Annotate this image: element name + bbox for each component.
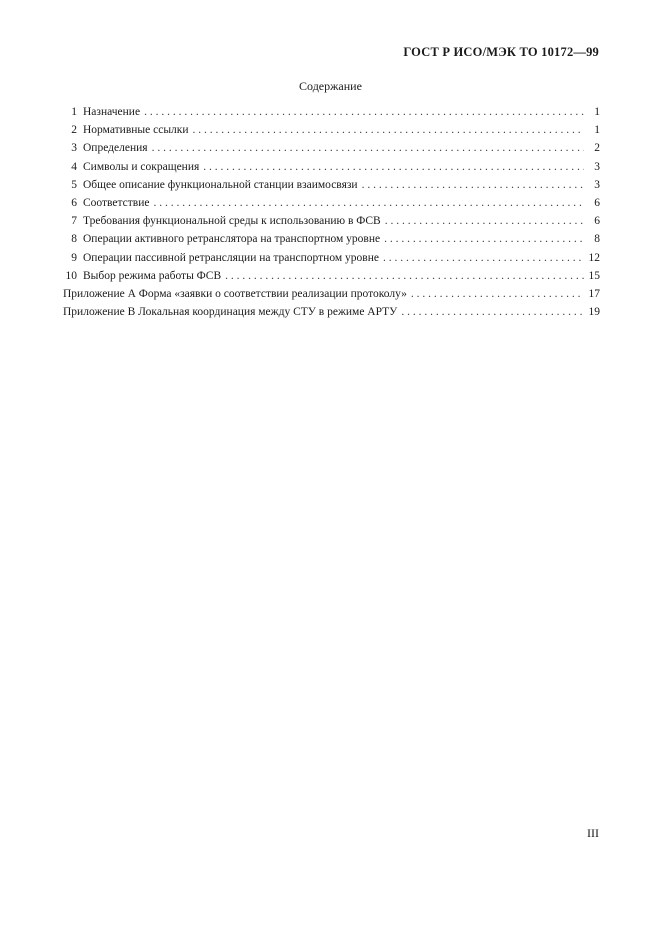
toc-leader — [152, 139, 584, 157]
toc-entry-label: Нормативные ссылки — [83, 124, 189, 137]
toc-entry-label: Приложение А Форма «заявки о соответствии реализации протоколу» — [63, 287, 407, 300]
toc-entry[interactable] — [63, 212, 600, 230]
toc-entry-number: 6 — [71, 196, 77, 209]
toc-entry-page: 6 — [594, 196, 600, 209]
toc-entry-number: 9 — [71, 251, 77, 264]
toc-leader — [225, 267, 584, 285]
toc-leader — [411, 285, 584, 303]
toc-entry[interactable] — [63, 194, 600, 212]
toc-entry[interactable] — [63, 249, 600, 267]
toc-entry-number: 5 — [71, 178, 77, 191]
toc-entry-page: 8 — [594, 233, 600, 246]
toc-entry[interactable] — [63, 230, 600, 248]
page-number: III — [587, 826, 599, 840]
toc-leader — [383, 249, 584, 267]
toc-entry-page: 1 — [594, 106, 600, 118]
toc-entry-number: 2 — [71, 124, 77, 137]
toc-leader — [385, 212, 584, 230]
toc-entry-number: 3 — [71, 142, 77, 155]
toc-entry-appendix[interactable] — [63, 303, 600, 321]
toc-entry-label: Соответствие — [83, 196, 150, 209]
toc-entry-label: Назначение — [83, 106, 141, 118]
toc-entry-page: 1 — [594, 124, 600, 137]
toc-entry-label: Требования функциональной среды к использованию в ФСВ — [83, 215, 381, 228]
toc-entry[interactable] — [63, 121, 600, 139]
toc-entry-label: Операции пассивной ретрансляции на транспортном уровне — [83, 251, 379, 264]
toc-leader — [362, 176, 584, 194]
toc-entry[interactable] — [63, 176, 600, 194]
toc-entry-label: Определения — [83, 142, 148, 155]
document-code: ГОСТ Р ИСО/МЭК ТО 10172—99 — [403, 45, 599, 59]
toc-entry-number: 8 — [71, 233, 77, 246]
toc-leader — [384, 230, 584, 248]
toc-entry-number: 7 — [71, 215, 77, 228]
toc-entry-appendix[interactable] — [63, 285, 600, 303]
toc-entry-number: 1 — [71, 106, 77, 118]
toc-entry-number: 10 — [65, 269, 77, 282]
toc-leader — [203, 158, 584, 176]
toc-entry-page: 3 — [594, 178, 600, 191]
toc-entry[interactable] — [63, 139, 600, 157]
toc-entry-page: 6 — [594, 215, 600, 228]
toc-entry-page: 17 — [588, 287, 600, 300]
toc-entry-label: Приложение В Локальная координация между СТУ в режиме АРТУ — [63, 306, 398, 319]
toc-entry-page: 15 — [588, 269, 600, 282]
toc-entry-label: Операции активного ретранслятора на транспортном уровне — [83, 233, 381, 246]
toc-entry-label: Выбор режима работы ФСВ — [83, 269, 222, 282]
toc-entry[interactable] — [63, 103, 600, 121]
toc-entry-label: Общее описание функциональной станции взаимосвязи — [83, 178, 358, 191]
toc-leader — [401, 303, 584, 321]
toc-leader — [193, 121, 584, 139]
toc-entry-page: 2 — [594, 142, 600, 155]
toc-leader — [154, 194, 585, 212]
toc-entry[interactable] — [63, 267, 600, 285]
toc-entry-label: Символы и сокращения — [83, 160, 200, 173]
toc-leader — [144, 103, 584, 121]
toc-entry-page: 12 — [588, 251, 600, 264]
toc-entry-page: 3 — [594, 160, 600, 173]
toc-entry-number: 4 — [71, 160, 77, 173]
toc-entry[interactable] — [63, 158, 600, 176]
toc-entry-page: 19 — [588, 306, 600, 319]
toc-title: Содержание — [299, 79, 362, 93]
table-of-contents — [63, 103, 600, 321]
